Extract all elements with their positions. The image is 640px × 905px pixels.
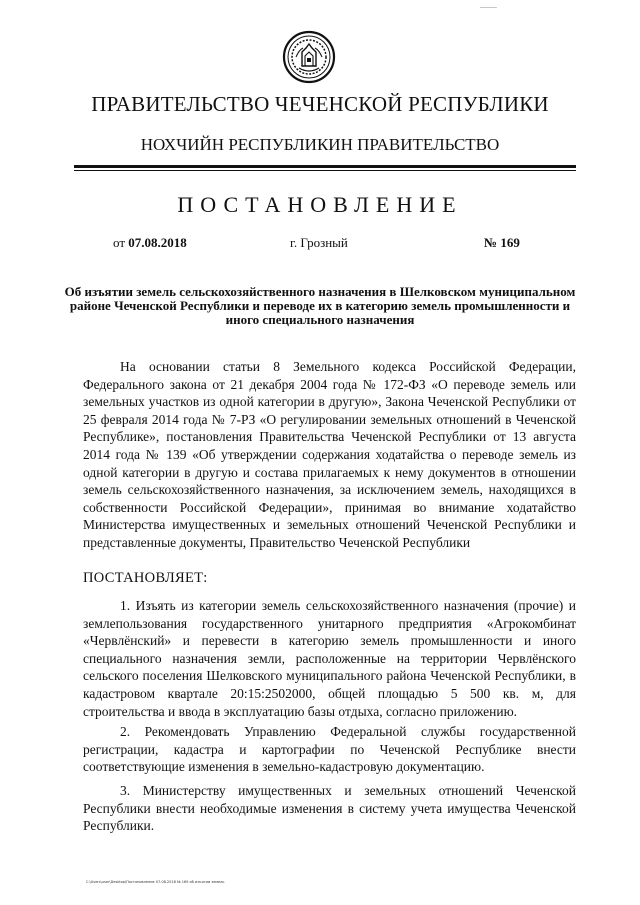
- date-prefix: от: [113, 235, 129, 250]
- item-1-text: 1. Изъять из категории земель сельскохозяйственного назначения (прочие) и землепользования государственного унитарного предприятия «Агрокомбинат «Червлёнский» и перевести в категорию земель промышленности и иного специального назначения земли, расположенные на территории Червлёнского сельского поселения Шелковского муниципального района Чеченской Республики, в кадастровом квартале 20:15:2502000, общей площадью 5 500 кв. м, для строительства и ввода в эксплуатацию базы отдыха, согласно приложению.: [83, 598, 576, 719]
- item-2-paragraph: [83, 723, 576, 776]
- government-title: ПРАВИТЕЛЬСТВО ЧЕЧЕНСКОЙ РЕСПУБЛИКИ: [91, 92, 549, 116]
- government-title-chechen: НОХЧИЙН РЕСПУБЛИКИН ПРАВИТЕЛЬСТВО: [140, 135, 500, 154]
- document-date: 07.08.2018: [128, 235, 187, 250]
- document-number: № 169: [484, 235, 520, 250]
- item-3-paragraph: [83, 782, 576, 835]
- header-divider-thin: [74, 170, 576, 171]
- item-2-text: 2. Рекомендовать Управлению Федеральной службы государственной регистрации, кадастра и картографии по Чеченской Республике внести соответствующие изменения в земельно-кадастровую документацию.: [83, 724, 576, 775]
- document-city: г. Грозный: [290, 235, 348, 250]
- document-type: ПОСТАНОВЛЕНИЕ: [177, 192, 463, 217]
- header-divider-thick: [74, 165, 576, 168]
- item-1-paragraph: [83, 597, 576, 720]
- document-title: Об изъятии земель сельскохозяйственного назначения в Шелковском муниципальном районе Чеченской Республики и переводе их в категорию земель промышленности и иного специального назначения: [64, 284, 576, 327]
- item-3-text: 3. Министерству имущественных и земельных отношений Чеченской Республики внести необходимые изменения в систему учета имущества Чеченской Республики.: [83, 783, 576, 834]
- preamble-paragraph: [83, 358, 576, 552]
- preamble-text: На основании статьи 8 Земельного кодекса Российской Федерации, Федерального закона от 21 декабря 2004 года № 172-ФЗ «О переводе земель или земельных участков из одной категории в другую», Закона Чеченской Республики от 25 февраля 2014 года № 7-РЗ «О регулировании земельных отношений в Чеченской Республике», постановления Правительства Чеченской Республики от 13 августа 2014 года № 139 «Об утверждении содержания ходатайства о переводе земель из одной категории в другую и состава прилагаемых к нему документов в отношении земель сельскохозяйственного назначения, за исключением земель, находящихся в собственности Российской Федерации», принимая во внимание ходатайство Министерства имущественных и земельных отношений Чеченской Республики и представленные документы, Правительство Чеченской Республики: [83, 359, 576, 550]
- resolves-heading: ПОСТАНОВЛЯЕТ:: [83, 570, 208, 586]
- file-path-footer: C:\Users\user\Desktop\Постановление 07.08.2018 № 169 об изъятии земель: [86, 880, 225, 884]
- document-date-line: [113, 235, 187, 251]
- coat-of-arms-icon: [282, 30, 336, 84]
- scan-mark: ────────: [480, 6, 497, 10]
